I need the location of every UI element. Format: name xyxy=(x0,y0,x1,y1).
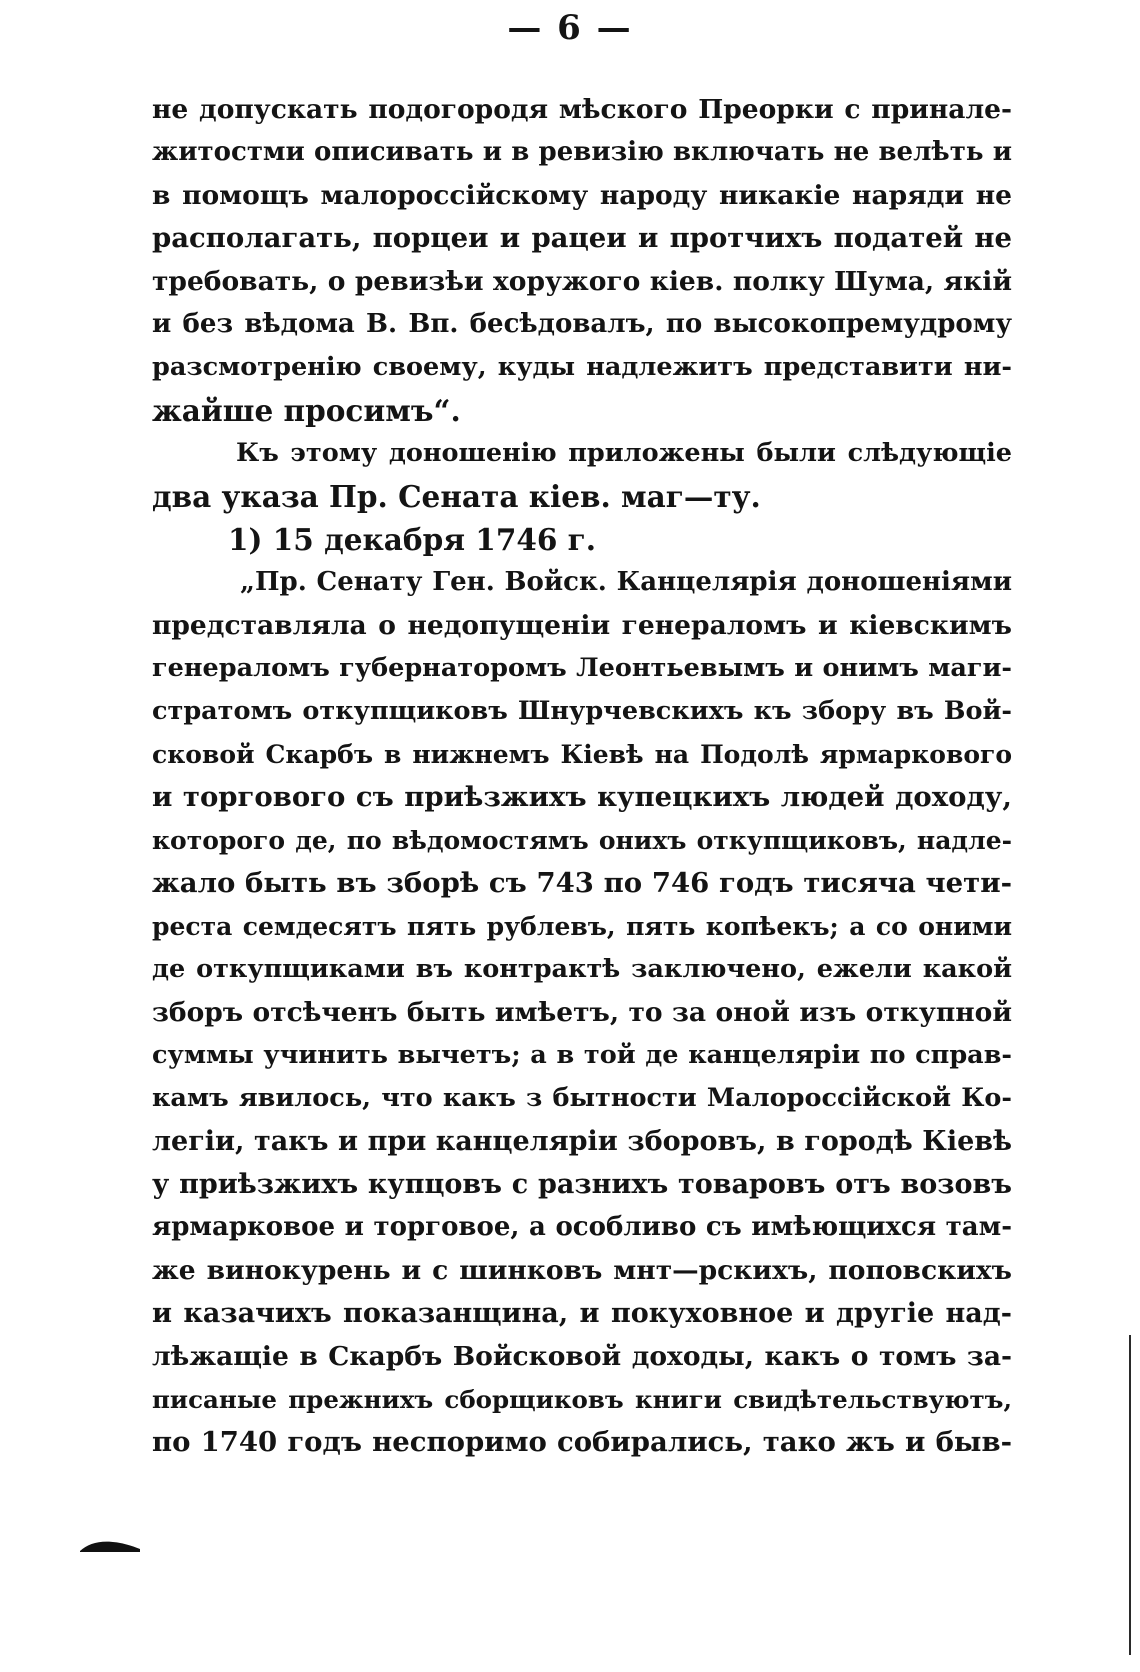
text-line: жайше просимъ“. xyxy=(152,393,461,428)
paragraph-start: Къ этому доношенію приложены были слѣдующіе xyxy=(236,438,1012,468)
text-line: разсмотренію своему, куды надлежитъ представити ни- xyxy=(152,352,1012,382)
text-line: реста семдесятъ пять рублевъ, пять копѣекъ; а со оними xyxy=(152,912,1012,941)
text-line: которого де, по вѣдомостямъ онихъ откупщиковъ, надле- xyxy=(152,826,1012,855)
text-line: генераломъ губернаторомъ Леонтьевымъ и онимъ маги- xyxy=(152,653,1012,683)
text-line: легіи, такъ и при канцеляріи зборовъ, в городѣ Кіевѣ xyxy=(152,1126,1012,1157)
text-line: де откупщиками въ контрактѣ заключено, ежели какой xyxy=(152,954,1012,984)
text-line: располагать, порцеи и рацеи и протчихъ податей не xyxy=(152,222,1012,254)
body-text xyxy=(152,88,1012,1464)
text-line: лѣжащіе в Скарбъ Войсковой доходы, какъ о томъ за- xyxy=(152,1341,1012,1372)
text-line: представляла о недопущеніи генераломъ и кіевскимъ xyxy=(152,610,1012,641)
text-line: не допускать подогородя мѣского Преорки с принале- xyxy=(152,94,1012,125)
text-line: же винокурень и с шинковъ мнт—рскихъ, поповскихъ xyxy=(152,1255,1012,1286)
text-line: и торгового съ приѣзжихъ купецкихъ людей доходу, xyxy=(152,781,1012,813)
text-line: жало быть въ зборѣ съ 743 по 746 годъ тисяча чети- xyxy=(152,867,1012,899)
text-line: и без вѣдома В. Вп. бесѣдовалъ, по высокопремудрому xyxy=(152,309,1012,339)
text-line: ярмарковое и торговое, а особливо съ имѣющихся там- xyxy=(152,1212,1012,1242)
page-number: — 6 — xyxy=(507,8,633,48)
text-line: писаные прежнихъ сборщиковъ книги свидѣтельствуютъ, xyxy=(152,1385,1012,1414)
text-line: зборъ отсѣченъ быть имѣетъ, то за оной изъ откупной xyxy=(152,997,1012,1028)
text-line: сковой Скарбъ в нижнемъ Кіевѣ на Подолѣ ярмаркового xyxy=(152,740,1012,769)
text-line: суммы учинить вычетъ; а в той де канцеляріи по справ- xyxy=(152,1040,1012,1070)
text-line: требовать, о ревизѣи хоружого кіев. полку Шума, якій xyxy=(152,266,1012,297)
text-line: и казачихъ показанщина, и покуховное и другіе над- xyxy=(152,1298,1012,1329)
text-line: у приѣзжихъ купцовъ с разнихъ товаровъ отъ возовъ xyxy=(152,1169,1012,1200)
paragraph-start: „Пр. Сенату Ген. Войск. Канцелярія доношеніями xyxy=(240,567,1012,597)
text-line: камъ явилось, что какъ з бытности Малороссійской Ко- xyxy=(152,1083,1012,1113)
decree-date: 1) 15 декабря 1746 г. xyxy=(228,522,597,557)
text-line: по 1740 годъ неспоримо собирались, тако жъ и быв- xyxy=(152,1426,1012,1458)
text-line: в помощъ малороссійскому народу никакіе наряди не xyxy=(152,180,1012,211)
ink-blot-mark xyxy=(78,1536,142,1554)
text-line: житостми описивать и в ревизію включать не велѣть и xyxy=(152,137,1012,167)
page-edge-line xyxy=(1129,1335,1131,1655)
text-line: стратомъ откупщиковъ Шнурчевскихъ къ збору въ Вой- xyxy=(152,696,1012,726)
text-line: два указа Пр. Сената кіев. маг—ту. xyxy=(152,479,761,514)
